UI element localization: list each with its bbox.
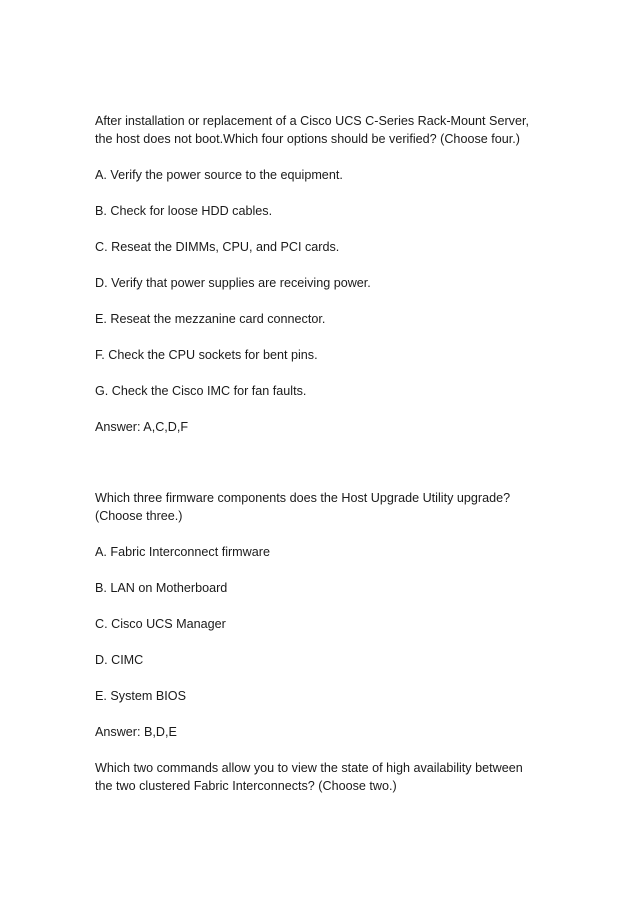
question-2-text-line-2: (Choose three.) [95,509,183,523]
question-1-option-d: D. Verify that power supplies are receiving power. [95,276,371,290]
question-1-option-g: G. Check the Cisco IMC for fan faults. [95,384,307,398]
question-2-option-b: B. LAN on Motherboard [95,581,228,595]
question-1-option-f: F. Check the CPU sockets for bent pins. [95,348,318,362]
question-2-text-line-1: Which three firmware components does the Host Upgrade Utility upgrade? [95,491,511,505]
question-1-option-c: C. Reseat the DIMMs, CPU, and PCI cards. [95,240,340,254]
question-3-text-line-1: Which two commands allow you to view the state of high availability between [95,761,523,775]
question-3-text-line-2: the two clustered Fabric Interconnects? (Choose two.) [95,779,397,793]
question-1-option-e: E. Reseat the mezzanine card connector. [95,312,326,326]
question-2-option-d: D. CIMC [95,653,144,667]
question-1-text-line-2: the host does not boot.Which four options should be verified? (Choose four.) [95,132,520,146]
question-1-answer: Answer: A,C,D,F [95,420,189,434]
question-2-option-a: A. Fabric Interconnect firmware [95,545,270,559]
question-1-option-a: A. Verify the power source to the equipment. [95,168,343,182]
question-1-text-line-1: After installation or replacement of a Cisco UCS C-Series Rack-Mount Server, [95,114,529,128]
question-2-answer: Answer: B,D,E [95,725,177,739]
question-1-option-b: B. Check for loose HDD cables. [95,204,273,218]
question-2-option-e: E. System BIOS [95,689,186,703]
question-2-option-c: C. Cisco UCS Manager [95,617,226,631]
